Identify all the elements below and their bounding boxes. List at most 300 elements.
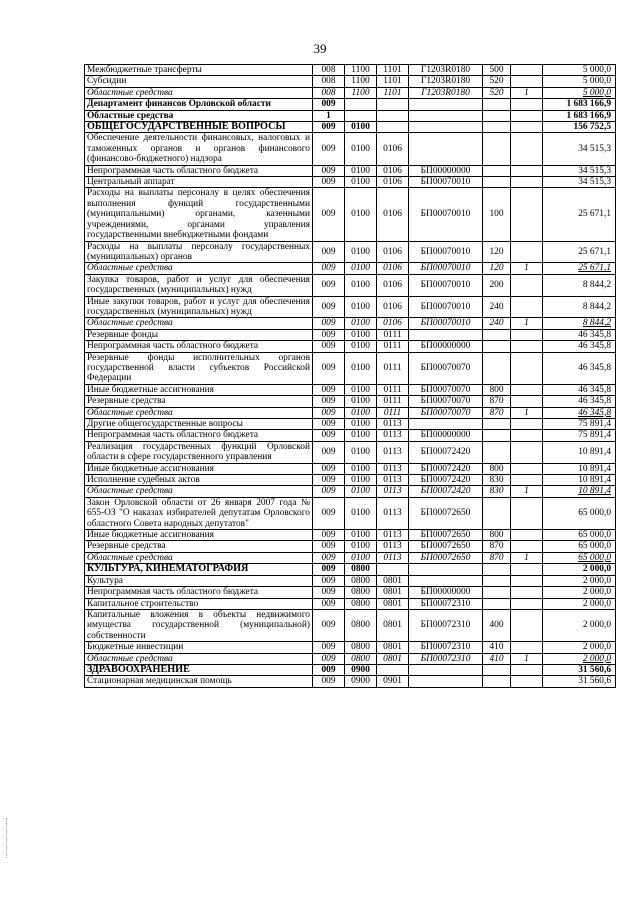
row-section-code: 0800 xyxy=(345,653,377,664)
row-expense-type: 520 xyxy=(483,87,511,98)
row-expense-type: 870 xyxy=(483,552,511,563)
row-target-code: БП00072420 xyxy=(409,486,483,497)
row-dept-code: 009 xyxy=(313,99,345,110)
row-expense-type: 800 xyxy=(483,463,511,474)
table-row xyxy=(85,133,616,165)
row-section-code: 0100 xyxy=(345,341,377,352)
row-source xyxy=(511,463,543,474)
row-target-code xyxy=(409,575,483,586)
row-name: Закон Орловской области от 26 января 2007 года № 655-ОЗ "О наказах избирателей депутатам Орловского областного Совета народных депутатов" xyxy=(85,497,313,529)
row-target-code: БП00070010 xyxy=(409,241,483,263)
row-dept-code: 009 xyxy=(313,541,345,552)
row-amount: 25 671,1 xyxy=(543,188,616,241)
row-source xyxy=(511,664,543,675)
row-target-code: БП00070010 xyxy=(409,274,483,296)
row-source xyxy=(511,441,543,463)
row-target-code: БП00070070 xyxy=(409,352,483,384)
row-amount: 5 000,0 xyxy=(543,87,616,98)
row-subsection-code: 0801 xyxy=(377,653,409,664)
row-source xyxy=(511,475,543,486)
row-target-code: БП00072650 xyxy=(409,530,483,541)
row-source xyxy=(511,642,543,653)
row-subsection-code: 0106 xyxy=(377,165,409,176)
row-expense-type: 100 xyxy=(483,188,511,241)
row-name: Непрограммная часть областного бюджета xyxy=(85,341,313,352)
row-subsection-code: 0801 xyxy=(377,575,409,586)
row-subsection-code: 0111 xyxy=(377,384,409,395)
row-dept-code: 009 xyxy=(313,587,345,598)
row-dept-code: 009 xyxy=(313,486,345,497)
row-expense-type xyxy=(483,329,511,340)
row-source: 1 xyxy=(511,653,543,664)
row-subsection-code: 0113 xyxy=(377,430,409,441)
row-amount: 2 000,0 xyxy=(543,642,616,653)
table-row xyxy=(85,177,616,188)
table-row xyxy=(85,441,616,463)
row-target-code: БП00070070 xyxy=(409,384,483,395)
row-source xyxy=(511,541,543,552)
row-name: Другие общегосударственные вопросы xyxy=(85,419,313,430)
row-section-code xyxy=(345,110,377,121)
row-dept-code: 009 xyxy=(313,598,345,609)
row-source xyxy=(511,76,543,87)
row-subsection-code: 0106 xyxy=(377,241,409,263)
row-name: Областные средства xyxy=(85,653,313,664)
row-amount: 65 000,0 xyxy=(543,541,616,552)
row-target-code: БП00072310 xyxy=(409,653,483,664)
table-row xyxy=(85,352,616,384)
row-name: Областные средства xyxy=(85,407,313,418)
row-amount: 46 345,8 xyxy=(543,329,616,340)
row-amount: 31 560,6 xyxy=(543,664,616,675)
row-target-code: БП00070010 xyxy=(409,263,483,274)
row-subsection-code xyxy=(377,99,409,110)
row-amount: 5 000,0 xyxy=(543,76,616,87)
row-amount: 46 345,8 xyxy=(543,396,616,407)
row-source: 1 xyxy=(511,87,543,98)
row-subsection-code: 0106 xyxy=(377,133,409,165)
row-target-code: Г1203R0180 xyxy=(409,65,483,76)
row-subsection-code: 0113 xyxy=(377,530,409,541)
row-source xyxy=(511,564,543,575)
row-section-code: 0100 xyxy=(345,497,377,529)
row-source xyxy=(511,430,543,441)
row-target-code: БП00070070 xyxy=(409,396,483,407)
row-subsection-code: 0113 xyxy=(377,486,409,497)
row-name: ЗДРАВООХРАНЕНИЕ xyxy=(85,664,313,675)
row-target-code: БП00070010 xyxy=(409,296,483,318)
row-source xyxy=(511,329,543,340)
row-expense-type: 800 xyxy=(483,530,511,541)
row-source xyxy=(511,296,543,318)
row-name: Областные средства xyxy=(85,486,313,497)
row-dept-code: 009 xyxy=(313,384,345,395)
row-source: 1 xyxy=(511,552,543,563)
row-subsection-code: 0106 xyxy=(377,188,409,241)
row-target-code: БП00072310 xyxy=(409,609,483,641)
row-expense-type: 830 xyxy=(483,475,511,486)
row-dept-code: 009 xyxy=(313,430,345,441)
row-amount: 65 000,0 xyxy=(543,530,616,541)
row-source xyxy=(511,352,543,384)
row-amount: 46 345,8 xyxy=(543,341,616,352)
row-target-code: БП00072420 xyxy=(409,463,483,474)
row-name: КУЛЬТУРА, КИНЕМАТОГРАФИЯ xyxy=(85,564,313,575)
row-expense-type xyxy=(483,352,511,384)
row-section-code: 0100 xyxy=(345,188,377,241)
row-name: Департамент финансов Орловской области xyxy=(85,99,313,110)
row-target-code: Г1203R0180 xyxy=(409,76,483,87)
row-dept-code: 009 xyxy=(313,441,345,463)
row-expense-type xyxy=(483,133,511,165)
row-name: Резервные средства xyxy=(85,396,313,407)
row-section-code: 0100 xyxy=(345,552,377,563)
row-target-code: БП00070010 xyxy=(409,188,483,241)
row-section-code: 1100 xyxy=(345,87,377,98)
row-dept-code: 009 xyxy=(313,396,345,407)
row-subsection-code xyxy=(377,122,409,133)
row-dept-code: 009 xyxy=(313,642,345,653)
row-dept-code: 009 xyxy=(313,318,345,329)
row-source xyxy=(511,188,543,241)
row-subsection-code: 0801 xyxy=(377,587,409,598)
row-amount: 34 515,3 xyxy=(543,165,616,176)
row-target-code xyxy=(409,676,483,687)
table-row xyxy=(85,587,616,598)
row-section-code: 0800 xyxy=(345,598,377,609)
row-source xyxy=(511,384,543,395)
table-row xyxy=(85,407,616,418)
row-name: Культура xyxy=(85,575,313,586)
row-subsection-code: 0113 xyxy=(377,419,409,430)
row-section-code: 0100 xyxy=(345,122,377,133)
row-dept-code: 008 xyxy=(313,87,345,98)
row-source xyxy=(511,110,543,121)
row-target-code: Г1203R0180 xyxy=(409,87,483,98)
row-name: Иные бюджетные ассигнования xyxy=(85,530,313,541)
row-subsection-code: 0106 xyxy=(377,296,409,318)
row-section-code: 0800 xyxy=(345,575,377,586)
row-target-code: БП00000000 xyxy=(409,341,483,352)
table-row xyxy=(85,530,616,541)
row-target-code xyxy=(409,664,483,675)
table-row xyxy=(85,329,616,340)
row-name: Резервные средства xyxy=(85,541,313,552)
row-section-code: 0100 xyxy=(345,475,377,486)
row-section-code: 0100 xyxy=(345,430,377,441)
row-expense-type xyxy=(483,122,511,133)
row-source xyxy=(511,575,543,586)
row-amount: 46 345,8 xyxy=(543,352,616,384)
row-section-code: 0100 xyxy=(345,486,377,497)
row-target-code: БП00072420 xyxy=(409,475,483,486)
row-section-code: 0800 xyxy=(345,609,377,641)
row-expense-type: 240 xyxy=(483,296,511,318)
row-name: Стационарная медицинская помощь xyxy=(85,676,313,687)
table-row xyxy=(85,564,616,575)
row-section-code: 0100 xyxy=(345,241,377,263)
row-expense-type xyxy=(483,587,511,598)
row-subsection-code: 0801 xyxy=(377,609,409,641)
row-section-code: 0100 xyxy=(345,274,377,296)
row-expense-type: 870 xyxy=(483,396,511,407)
row-section-code: 0100 xyxy=(345,463,377,474)
row-source xyxy=(511,530,543,541)
row-section-code: 0100 xyxy=(345,407,377,418)
row-amount: 31 560,6 xyxy=(543,676,616,687)
row-dept-code: 009 xyxy=(313,419,345,430)
row-target-code xyxy=(409,110,483,121)
row-subsection-code: 0113 xyxy=(377,475,409,486)
row-dept-code: 009 xyxy=(313,664,345,675)
row-target-code: БП00072650 xyxy=(409,497,483,529)
table-row xyxy=(85,165,616,176)
row-amount: 34 515,3 xyxy=(543,133,616,165)
table-row xyxy=(85,609,616,641)
table-row xyxy=(85,274,616,296)
table-row xyxy=(85,475,616,486)
row-amount: 25 671,1 xyxy=(543,241,616,263)
row-source xyxy=(511,177,543,188)
row-subsection-code: 0113 xyxy=(377,552,409,563)
row-dept-code: 009 xyxy=(313,352,345,384)
row-name: Непрограммная часть областного бюджета xyxy=(85,165,313,176)
row-amount: 34 515,3 xyxy=(543,177,616,188)
row-expense-type: 120 xyxy=(483,241,511,263)
row-dept-code: 008 xyxy=(313,76,345,87)
row-name: Бюджетные инвестиции xyxy=(85,642,313,653)
row-subsection-code: 0113 xyxy=(377,541,409,552)
row-subsection-code: 1101 xyxy=(377,87,409,98)
row-amount: 2 000,0 xyxy=(543,609,616,641)
row-subsection-code: 0106 xyxy=(377,318,409,329)
row-amount: 2 000,0 xyxy=(543,564,616,575)
row-source xyxy=(511,165,543,176)
row-section-code: 0100 xyxy=(345,530,377,541)
row-subsection-code xyxy=(377,564,409,575)
row-name: Центральный аппарат xyxy=(85,177,313,188)
table-row xyxy=(85,76,616,87)
row-amount: 46 345,8 xyxy=(543,407,616,418)
row-amount: 5 000,0 xyxy=(543,65,616,76)
row-section-code: 0900 xyxy=(345,664,377,675)
table-row xyxy=(85,541,616,552)
row-section-code: 1100 xyxy=(345,65,377,76)
table-row xyxy=(85,65,616,76)
row-source xyxy=(511,341,543,352)
row-expense-type xyxy=(483,99,511,110)
row-amount: 75 891,4 xyxy=(543,430,616,441)
table-row xyxy=(85,396,616,407)
row-amount: 2 000,0 xyxy=(543,575,616,586)
row-expense-type: 520 xyxy=(483,76,511,87)
row-dept-code: 009 xyxy=(313,653,345,664)
row-dept-code: 009 xyxy=(313,241,345,263)
row-expense-type: 870 xyxy=(483,407,511,418)
row-source xyxy=(511,99,543,110)
row-target-code: БП00070070 xyxy=(409,407,483,418)
row-name: Исполнение судебных актов xyxy=(85,475,313,486)
row-dept-code: 009 xyxy=(313,274,345,296)
row-expense-type xyxy=(483,441,511,463)
row-name: Непрограммная часть областного бюджета xyxy=(85,430,313,441)
row-name: Непрограммная часть областного бюджета xyxy=(85,587,313,598)
row-dept-code: 009 xyxy=(313,177,345,188)
table-row xyxy=(85,430,616,441)
row-expense-type: 500 xyxy=(483,65,511,76)
row-target-code xyxy=(409,99,483,110)
row-section-code: 0100 xyxy=(345,541,377,552)
row-name: ОБЩЕГОСУДАРСТВЕННЫЕ ВОПРОСЫ xyxy=(85,122,313,133)
row-dept-code: 009 xyxy=(313,329,345,340)
row-dept-code: 009 xyxy=(313,575,345,586)
row-subsection-code: 0106 xyxy=(377,274,409,296)
row-target-code: БП00072310 xyxy=(409,598,483,609)
row-amount: 2 000,0 xyxy=(543,598,616,609)
table-row xyxy=(85,296,616,318)
row-name: Субсидии xyxy=(85,76,313,87)
row-target-code: БП00000000 xyxy=(409,587,483,598)
row-amount: 2 000,0 xyxy=(543,653,616,664)
row-name: Областные средства xyxy=(85,552,313,563)
row-expense-type: 200 xyxy=(483,274,511,296)
row-section-code: 0900 xyxy=(345,676,377,687)
row-amount: 10 891,4 xyxy=(543,486,616,497)
row-section-code: 0100 xyxy=(345,352,377,384)
row-dept-code: 009 xyxy=(313,475,345,486)
row-target-code xyxy=(409,419,483,430)
table-row xyxy=(85,318,616,329)
table-row xyxy=(85,552,616,563)
row-amount: 8 844,2 xyxy=(543,274,616,296)
table-row xyxy=(85,419,616,430)
row-section-code xyxy=(345,99,377,110)
row-target-code: БП00070010 xyxy=(409,177,483,188)
row-section-code: 0100 xyxy=(345,441,377,463)
table-row xyxy=(85,99,616,110)
row-amount: 8 844,2 xyxy=(543,296,616,318)
row-subsection-code: 0106 xyxy=(377,177,409,188)
row-expense-type xyxy=(483,676,511,687)
row-name: Иные бюджетные ассигнования xyxy=(85,463,313,474)
row-name: Обеспечение деятельности финансовых, налоговых и таможенных органов и органов финансового (финансово-бюджетного) надзора xyxy=(85,133,313,165)
row-name: Иные бюджетные ассигнования xyxy=(85,384,313,395)
row-name: Областные средства xyxy=(85,87,313,98)
row-expense-type: 410 xyxy=(483,642,511,653)
row-name: Резервные фонды xyxy=(85,329,313,340)
row-amount: 75 891,4 xyxy=(543,419,616,430)
row-dept-code: 009 xyxy=(313,165,345,176)
row-name: Резервные фонды исполнительных органов государственной власти субъектов Российской Федерации xyxy=(85,352,313,384)
row-section-code: 0100 xyxy=(345,419,377,430)
row-dept-code: 009 xyxy=(313,552,345,563)
row-dept-code: 008 xyxy=(313,65,345,76)
row-name: Капитальное строительство xyxy=(85,598,313,609)
row-subsection-code: 0801 xyxy=(377,598,409,609)
row-expense-type: 410 xyxy=(483,653,511,664)
row-subsection-code xyxy=(377,110,409,121)
row-dept-code: 009 xyxy=(313,407,345,418)
table-row xyxy=(85,598,616,609)
row-source xyxy=(511,609,543,641)
row-subsection-code: 0106 xyxy=(377,263,409,274)
row-dept-code: 009 xyxy=(313,676,345,687)
row-section-code: 0100 xyxy=(345,263,377,274)
row-subsection-code: 0113 xyxy=(377,497,409,529)
page-number: 39 xyxy=(313,41,327,56)
row-amount: 1 683 166,9 xyxy=(543,110,616,121)
row-expense-type xyxy=(483,341,511,352)
row-amount: 156 752,5 xyxy=(543,122,616,133)
table-row xyxy=(85,87,616,98)
row-dept-code: 009 xyxy=(313,188,345,241)
row-subsection-code: 0111 xyxy=(377,407,409,418)
row-name: Областные средства xyxy=(85,110,313,121)
row-expense-type: 870 xyxy=(483,541,511,552)
row-section-code: 0100 xyxy=(345,384,377,395)
row-amount: 1 683 166,9 xyxy=(543,99,616,110)
row-name: Закупка товаров, работ и услуг для обеспечения государственных (муниципальных) нужд xyxy=(85,274,313,296)
row-section-code: 0100 xyxy=(345,296,377,318)
row-name: Областные средства xyxy=(85,263,313,274)
row-section-code: 0100 xyxy=(345,329,377,340)
row-amount: 2 000,0 xyxy=(543,587,616,598)
row-source: 1 xyxy=(511,318,543,329)
row-expense-type xyxy=(483,110,511,121)
row-subsection-code: 1101 xyxy=(377,76,409,87)
row-expense-type xyxy=(483,497,511,529)
row-expense-type xyxy=(483,598,511,609)
table-row xyxy=(85,463,616,474)
row-name: Областные средства xyxy=(85,318,313,329)
row-source xyxy=(511,133,543,165)
row-target-code: БП00072420 xyxy=(409,441,483,463)
table-row xyxy=(85,664,616,675)
row-subsection-code: 0111 xyxy=(377,396,409,407)
row-subsection-code: 1101 xyxy=(377,65,409,76)
row-name: Иные закупки товаров, работ и услуг для обеспечения государственных (муниципальных) нужд xyxy=(85,296,313,318)
budget-table xyxy=(84,64,616,688)
row-source xyxy=(511,241,543,263)
row-dept-code: 009 xyxy=(313,133,345,165)
row-amount: 25 671,1 xyxy=(543,263,616,274)
row-dept-code: 009 xyxy=(313,122,345,133)
row-amount: 10 891,4 xyxy=(543,463,616,474)
row-expense-type xyxy=(483,564,511,575)
row-dept-code: 009 xyxy=(313,341,345,352)
row-name: Межбюджетные трансферты xyxy=(85,65,313,76)
scan-margin-mark xyxy=(6,818,9,858)
row-section-code: 0100 xyxy=(345,318,377,329)
row-expense-type xyxy=(483,430,511,441)
row-target-code: БП00000000 xyxy=(409,165,483,176)
row-expense-type: 830 xyxy=(483,486,511,497)
row-section-code: 0800 xyxy=(345,587,377,598)
row-source: 1 xyxy=(511,263,543,274)
row-target-code: БП00000000 xyxy=(409,430,483,441)
row-subsection-code: 0111 xyxy=(377,341,409,352)
row-section-code: 0800 xyxy=(345,564,377,575)
row-expense-type xyxy=(483,165,511,176)
row-source: 1 xyxy=(511,407,543,418)
table-row xyxy=(85,676,616,687)
row-subsection-code: 0113 xyxy=(377,441,409,463)
row-target-code xyxy=(409,122,483,133)
row-expense-type: 400 xyxy=(483,609,511,641)
row-expense-type: 240 xyxy=(483,318,511,329)
row-subsection-code: 0901 xyxy=(377,676,409,687)
row-source xyxy=(511,122,543,133)
